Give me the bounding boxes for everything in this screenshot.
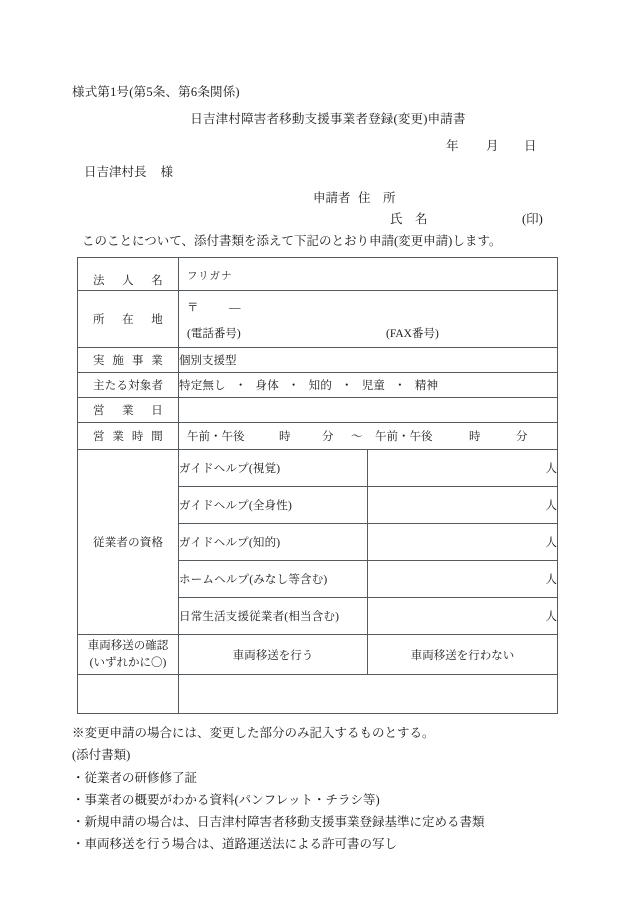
notes-section (72, 722, 485, 856)
table-row-business-type (78, 348, 558, 373)
target-persons-label: 主たる対象者 (93, 380, 164, 392)
qualification-unit-1: 人 (545, 500, 558, 512)
qualification-name-2: ガイドヘルプ(知的) (179, 524, 368, 561)
attachment-item-3: ・車両移送を行う場合は、道路運送法による許可書の写し (72, 837, 398, 852)
attachment-item-2: ・新規申請の場合は、日吉津村障害者移動支援事業登録基準に定める書類 (72, 815, 485, 829)
application-form-table (77, 257, 558, 714)
location-field[interactable] (179, 291, 558, 348)
attachment-item-1: ・事業者の概要がわかる資料(パンフレット・チラシ等) (72, 792, 380, 807)
qualification-unit-3: 人 (545, 574, 558, 586)
table-row-blank (78, 675, 558, 714)
vehicle-transport-label-line1: 車両移送の確認 (87, 640, 169, 652)
attachment-item-0: ・従業者の研修修了証 (72, 770, 198, 785)
qualification-name-0: ガイドヘルプ(視覚) (179, 450, 368, 487)
applicant-address-label: 住 所 (358, 191, 396, 205)
qualification-count-1[interactable] (368, 487, 558, 524)
row-label-target-persons (78, 373, 179, 398)
postal-dash: — (229, 302, 241, 314)
hours-ampm-end[interactable]: 午前・午後 (375, 431, 433, 443)
page-title: 日吉津村障害者移動支援事業者登録(変更)申請書 (190, 112, 466, 126)
business-hours-label: 営業時間 (93, 431, 163, 443)
row-label-corporate-name (78, 258, 179, 291)
row-label-business-days (78, 398, 179, 423)
vehicle-transport-option-no[interactable]: 車両移送を行わない (368, 635, 558, 675)
vehicle-transport-label-line2: (いずれかに〇) (89, 656, 167, 669)
fax-label: (FAX番号) (386, 328, 439, 340)
target-persons-options[interactable] (179, 373, 558, 398)
furigana-label: フリガナ (187, 270, 233, 282)
blank-row-value[interactable] (179, 675, 558, 714)
table-row-business-hours (78, 423, 558, 450)
hours-minute-end: 分 (516, 431, 528, 443)
row-label-business-hours (78, 423, 179, 450)
date-year-label: 年 (446, 139, 459, 153)
asterisk-note: ※変更申請の場合には、変更した部分のみ記入するものとする。 (72, 726, 435, 740)
business-type-label: 実施事業 (93, 355, 163, 367)
qualification-count-4[interactable] (368, 598, 558, 635)
attachments-heading: (添付書類) (72, 748, 131, 763)
target-option-0[interactable]: 特定無し (179, 380, 226, 392)
target-option-3[interactable]: 児童 (361, 380, 386, 392)
table-row-corporate-name (78, 258, 558, 291)
target-separator-3: ・ (394, 380, 406, 392)
date-month-label: 月 (486, 139, 499, 153)
table-row-location (78, 291, 558, 348)
table-row-business-days (78, 398, 558, 423)
hours-hour-start: 時 (279, 431, 291, 443)
table-row-qualification-0 (78, 450, 558, 487)
applicant-name-row (0, 209, 630, 230)
row-label-vehicle-transport (78, 635, 179, 675)
applicant-name-label: 氏 名 (390, 212, 428, 226)
postal-code-line (179, 295, 557, 315)
form-number: 様式第1号(第5条、第6条関係) (72, 85, 240, 99)
business-days-value[interactable] (179, 398, 558, 423)
qualification-count-2[interactable] (368, 524, 558, 561)
staff-qualifications-label: 従業者の資格 (93, 537, 164, 549)
table-row-target-persons (78, 373, 558, 398)
addressee-honorific: 様 (160, 165, 174, 179)
hours-minute-start: 分 (322, 431, 334, 443)
seal-icon: (印) (522, 212, 543, 226)
qualification-unit-0: 人 (545, 463, 558, 475)
postal-mark-icon: 〒 (187, 302, 199, 314)
business-type-value[interactable]: 個別支援型 (179, 348, 558, 373)
qualification-count-3[interactable] (368, 561, 558, 598)
target-separator-1: ・ (287, 380, 300, 392)
corporate-name-field[interactable] (179, 258, 558, 291)
blank-row-label[interactable] (78, 675, 179, 714)
addressee-name: 日吉津村長 (84, 165, 147, 179)
application-statement: このことについて、添付書類を添えて下記のとおり申請(変更申請)します。 (82, 234, 502, 248)
row-label-business-type (78, 348, 179, 373)
corporate-name-label: 法人名 (93, 275, 163, 287)
table-row-vehicle-transport (78, 635, 558, 675)
applicant-label: 申請者 (313, 191, 351, 205)
target-separator-2: ・ (341, 380, 353, 392)
hours-hour-end: 時 (469, 431, 481, 443)
telephone-label: (電話番号) (187, 328, 241, 340)
business-hours-line (179, 423, 557, 449)
qualification-name-4: 日常生活支援従業者(相当含む) (179, 598, 368, 635)
addressee (84, 162, 173, 180)
applicant-address-row (0, 188, 630, 209)
hours-range-tilde: ～ (351, 431, 363, 443)
date-day-label: 日 (524, 139, 537, 153)
row-label-location (78, 291, 179, 348)
qualification-name-3: ホームヘルプ(みなし等含む) (179, 561, 368, 598)
target-option-4[interactable]: 精神 (414, 380, 439, 392)
target-option-2[interactable]: 知的 (308, 380, 333, 392)
qualification-name-1: ガイドヘルプ(全身性) (179, 487, 368, 524)
target-separator-0: ・ (234, 380, 247, 392)
qualification-unit-4: 人 (545, 611, 558, 623)
qualification-unit-2: 人 (545, 537, 558, 549)
applicant-block (0, 188, 630, 230)
location-label: 所在地 (93, 314, 163, 326)
qualification-count-0[interactable] (368, 450, 558, 487)
business-days-label: 営業日 (93, 405, 163, 417)
hours-ampm-start[interactable]: 午前・午後 (187, 431, 245, 443)
row-label-staff-qualifications (78, 450, 179, 635)
vehicle-transport-option-yes[interactable]: 車両移送を行う (179, 635, 368, 675)
target-option-1[interactable]: 身体 (255, 380, 279, 392)
tel-fax-line (179, 325, 557, 343)
business-hours-field[interactable] (179, 423, 558, 450)
